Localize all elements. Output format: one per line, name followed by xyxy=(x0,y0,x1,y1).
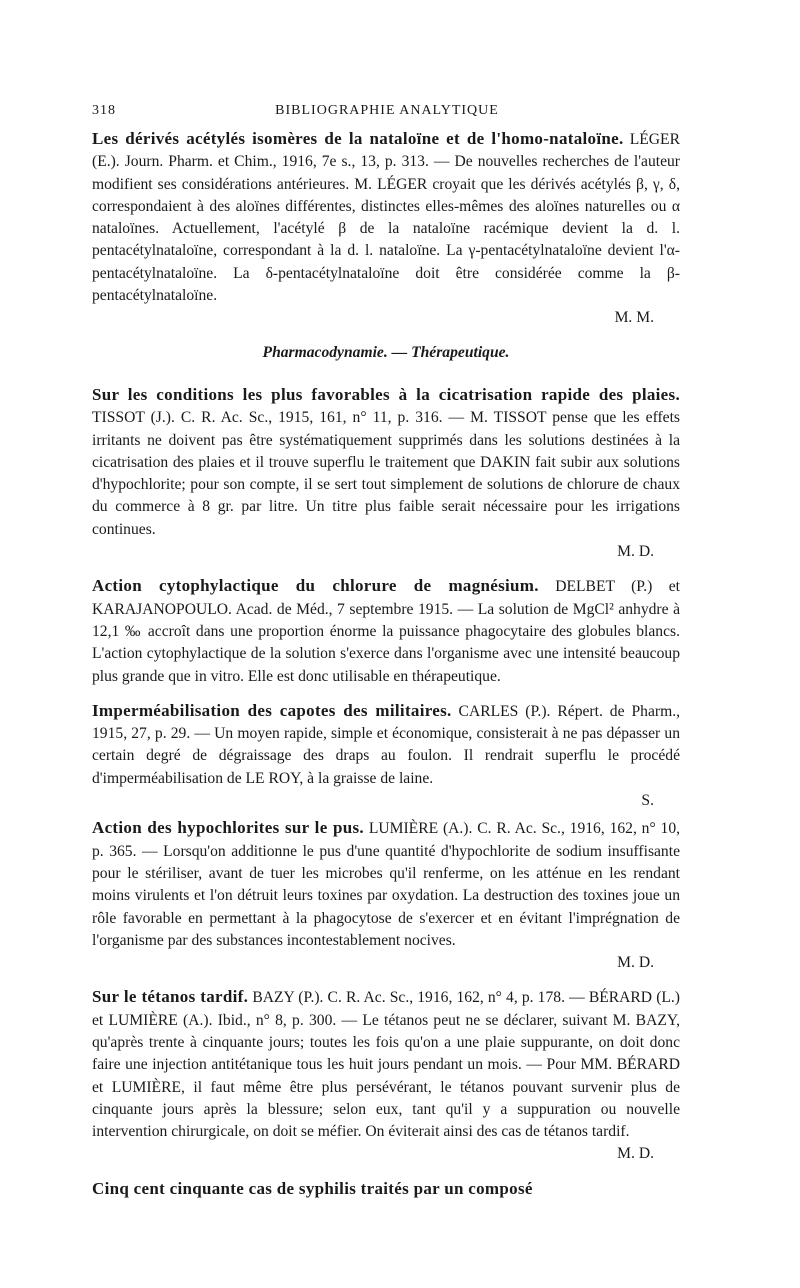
entry-title: Action cytophylactique du chlorure de magnésium. xyxy=(92,576,539,596)
entry-signature: M. D. xyxy=(617,1145,654,1163)
running-header xyxy=(92,103,682,125)
entry-title: Imperméabilisation des capotes des militaires. xyxy=(92,700,452,720)
running-title: BIBLIOGRAPHIE ANALYTIQUE xyxy=(275,103,499,118)
entry-title: Sur le tétanos tardif. xyxy=(92,987,249,1007)
entry-title: Les dérivés acétylés isomères de la nataloïne et de l'homo-nataloïne. xyxy=(92,129,624,148)
entry-body: BAZY (P.). C. R. Ac. Sc., 1916, 162, n° 4, p. 178. — BÉRARD (L.) et LUMIÈRE (A.). Ibid., n° 8, p. 300. — Le tétanos peut ne se déclarer, suivant M. BAZY, qu'après trente à cinquante jours; toutes les fois qu'on a une plaie suppurante, on doit donc faire une injection antitétanique tous les huit jours pendant un mois. — Pour MM. BÉRARD et LUMIÈRE, il faut même être plus persévérant, le tétanos pouvant survenir plus de cinquante jours après la blessure; selon eux, tant qu'il y a suppuration ou nouvelle intervention chirurgicale, on doit se méfier. On éviterait ainsi des cas de tétanos tardif. xyxy=(92,989,680,1141)
entry-cicatrisation xyxy=(92,384,680,563)
entry-signature: S. xyxy=(641,792,654,810)
entry-signature: M. D. xyxy=(617,954,654,972)
section-heading: Pharmacodynamie. — Thérapeutique. xyxy=(262,343,510,361)
entry-magnesium xyxy=(92,575,680,687)
entry-body: DELBET (P.) et KARAJANOPOULO. Acad. de Méd., 7 septembre 1915. — La solution de MgCl² anhydre à 12,1 ‰ accroît dans une proportion énorme la puissance phagocytaire des globules blancs. L'action cytophylactique de la solution s'exerce dans l'organisme avec une intensité beaucoup plus grande que in vitro. Elle est donc utilisable en thérapeutique. xyxy=(92,578,680,685)
entry-tetanos xyxy=(92,986,680,1165)
entry-capotes xyxy=(92,700,680,812)
entry-nataloine xyxy=(92,128,680,330)
entry-signature: M. M. xyxy=(614,309,654,327)
next-entry-title: Cinq cent cinquante cas de syphilis traités par un composé xyxy=(92,1178,533,1198)
article-content xyxy=(92,128,680,1200)
entry-body: TISSOT (J.). C. R. Ac. Sc., 1915, 161, n° 11, p. 316. — M. TISSOT pense que les effets irritants ne doivent pas être systématiquement supprimés dans les solutions destinées à la cicatrisation des plaies et il trouve superflu le traitement que DAKIN fait subir aux solutions d'hypochlorite; pour son compte, il se sert tout simplement de solutions de chlorure de chaux du commerce à 8 gr. par litre. Un titre plus faible serait nécessaire pour les irrigations continues. xyxy=(92,409,680,538)
entry-title: Action des hypochlorites sur le pus. xyxy=(92,818,364,838)
page-number: 318 xyxy=(92,103,116,118)
entry-signature: M. D. xyxy=(617,543,654,561)
entry-hypochlorites xyxy=(92,817,680,974)
entry-body: LÉGER (E.). Journ. Pharm. et Chim., 1916, 7e s., 13, p. 313. — De nouvelles recherches de l'auteur modifient ses considérations antérieures. M. LÉGER croyait que les dérivés acétylés β, γ, δ, correspondaient à des aloïnes différentes, distinctes elles-mêmes des aloïnes naturelles ou α nataloïnes. Actuellement, l'acétylé β de la nataloïne racémique devient la d. l. pentacétylnataloïne, correspondant à la d. l. nataloïne. La γ-pentacétylnataloïne devient l'α-pentacétylnataloïne. La δ-pentacétylnataloïne doit être considérée comme la β-pentacétylnataloïne. xyxy=(92,131,680,305)
entry-body: LUMIÈRE (A.). C. R. Ac. Sc., 1916, 162, n° 10, p. 365. — Lorsqu'on additionne le pus d'une quantité d'hypochlorite de sodium insuffisante pour le stériliser, avant de tuer les microbes qu'il renferme, on les atténue en les rendant moins virulents et l'on détruit leurs toxines par oxydation. La destruction des toxines joue un rôle favorable en permettant à la phagocytose de s'exercer et en évitant l'imprégnation de l'organisme par des substances incontestablement nocives. xyxy=(92,820,681,949)
entry-title: Sur les conditions les plus favorables à la cicatrisation rapide des plaies. xyxy=(92,384,680,404)
entry-body: CARLES (P.). Répert. de Pharm., 1915, 27, p. 29. — Un moyen rapide, simple et économique, consisterait à ne pas dépasser un certain degré de dégraissage des draps au foulon. Il rendrait superflu le procédé d'imperméabilisation de LE ROY, à la graisse de laine. xyxy=(92,702,680,787)
